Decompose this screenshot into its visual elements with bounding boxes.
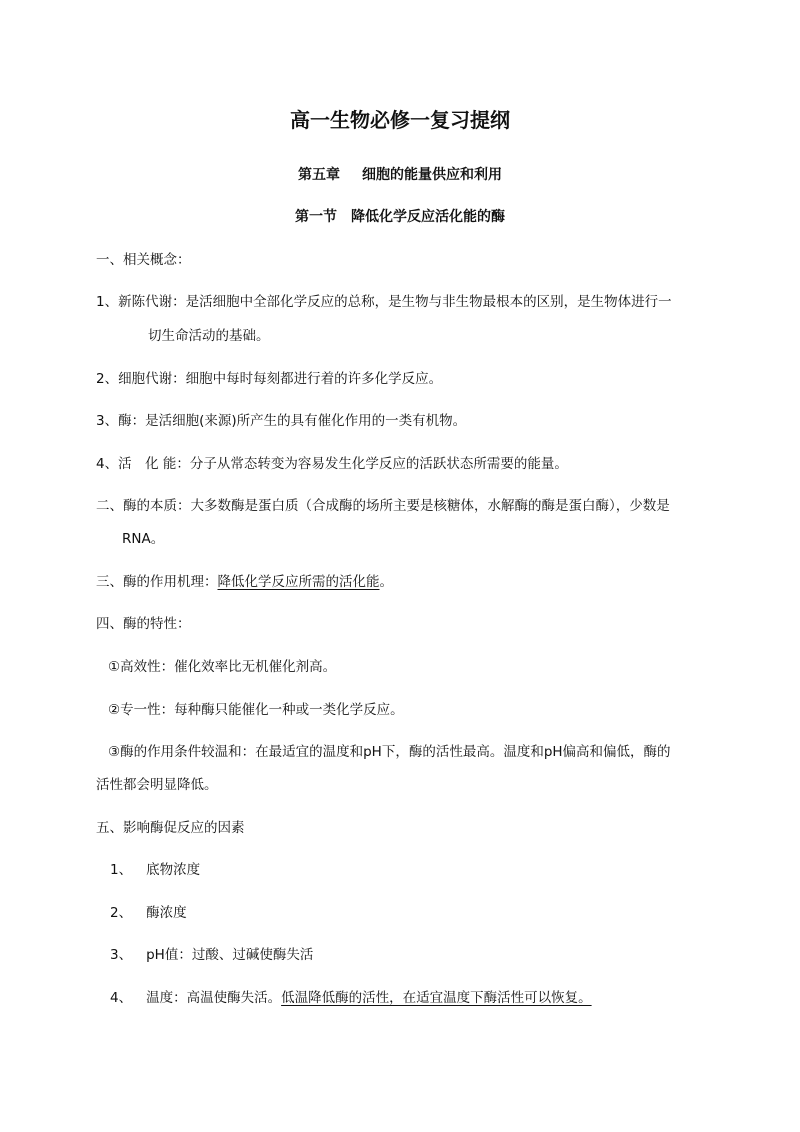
mechanism-prefix: 三、酶的作用机理： bbox=[96, 574, 218, 590]
concept-item-1: 1、新陈代谢：是活细胞中全部化学反应的总称，是生物与非生物最根本的区别，是生物体进行一 bbox=[96, 294, 672, 310]
concept-item-1-continuation: 切生命活动的基础。 bbox=[148, 328, 270, 344]
property-mild-conditions: ③酶的作用条件较温和：在最适宜的温度和pH下，酶的活性最高。温度和pH偏高和偏低，酶的 bbox=[108, 744, 671, 760]
enzyme-nature: 二、酶的本质：大多数酶是蛋白质（合成酶的场所主要是核糖体，水解酶的酶是蛋白酶），少数是 bbox=[96, 498, 670, 514]
concepts-heading: 一、相关概念： bbox=[96, 252, 191, 268]
section-name: 降低化学反应活化能的酶 bbox=[351, 209, 505, 225]
factor-number: 4、 bbox=[110, 990, 133, 1006]
concept-item-4: 4、活 化 能：分子从常态转变为容易发生化学反应的活跃状态所需要的能量。 bbox=[96, 456, 568, 472]
concept-item-3: 3、酶：是活细胞(来源)所产生的具有催化作用的一类有机物。 bbox=[96, 413, 467, 429]
factor-text: 温度：高温使酶失活。 bbox=[146, 990, 282, 1006]
chapter-heading bbox=[0, 165, 800, 185]
mechanism-suffix: 。 bbox=[379, 574, 393, 590]
document-title: 高一生物必修一复习提纲 bbox=[290, 108, 510, 132]
section-heading bbox=[0, 207, 800, 227]
factors-heading: 五、影响酶促反应的因素 bbox=[96, 820, 245, 836]
concept-item-2: 2、细胞代谢：细胞中每时每刻都进行着的许多化学反应。 bbox=[96, 371, 443, 387]
factor-number: 3、 bbox=[110, 947, 133, 963]
factor-number: 2、 bbox=[110, 905, 133, 921]
chapter-name: 细胞的能量供应和利用 bbox=[362, 167, 502, 183]
mechanism-underlined: 降低化学反应所需的活化能 bbox=[217, 574, 380, 590]
factor-underlined-text: 低温降低酶的活性，在适宜温度下酶活性可以恢复。 bbox=[281, 990, 592, 1006]
property-mild-conditions-continuation: 活性都会明显降低。 bbox=[96, 777, 218, 793]
enzyme-mechanism bbox=[96, 572, 720, 592]
factor-text: 底物浓度 bbox=[146, 862, 201, 878]
factor-item-4 bbox=[110, 988, 720, 1008]
factor-number: 1、 bbox=[110, 862, 133, 878]
section-label: 第一节 bbox=[295, 209, 337, 225]
property-efficiency: ①高效性：催化效率比无机催化剂高。 bbox=[108, 659, 337, 675]
chapter-label: 第五章 bbox=[298, 167, 340, 183]
properties-heading: 四、酶的特性： bbox=[96, 616, 191, 632]
factor-item-1 bbox=[110, 860, 720, 880]
property-specificity: ②专一性：每种酶只能催化一种或一类化学反应。 bbox=[108, 702, 404, 718]
factor-text: pH值：过酸、过碱使酶失活 bbox=[146, 947, 314, 963]
factor-text: 酶浓度 bbox=[146, 905, 187, 921]
enzyme-nature-continuation: RNA。 bbox=[122, 531, 165, 547]
factor-item-3 bbox=[110, 945, 720, 965]
factor-item-2 bbox=[110, 903, 720, 923]
